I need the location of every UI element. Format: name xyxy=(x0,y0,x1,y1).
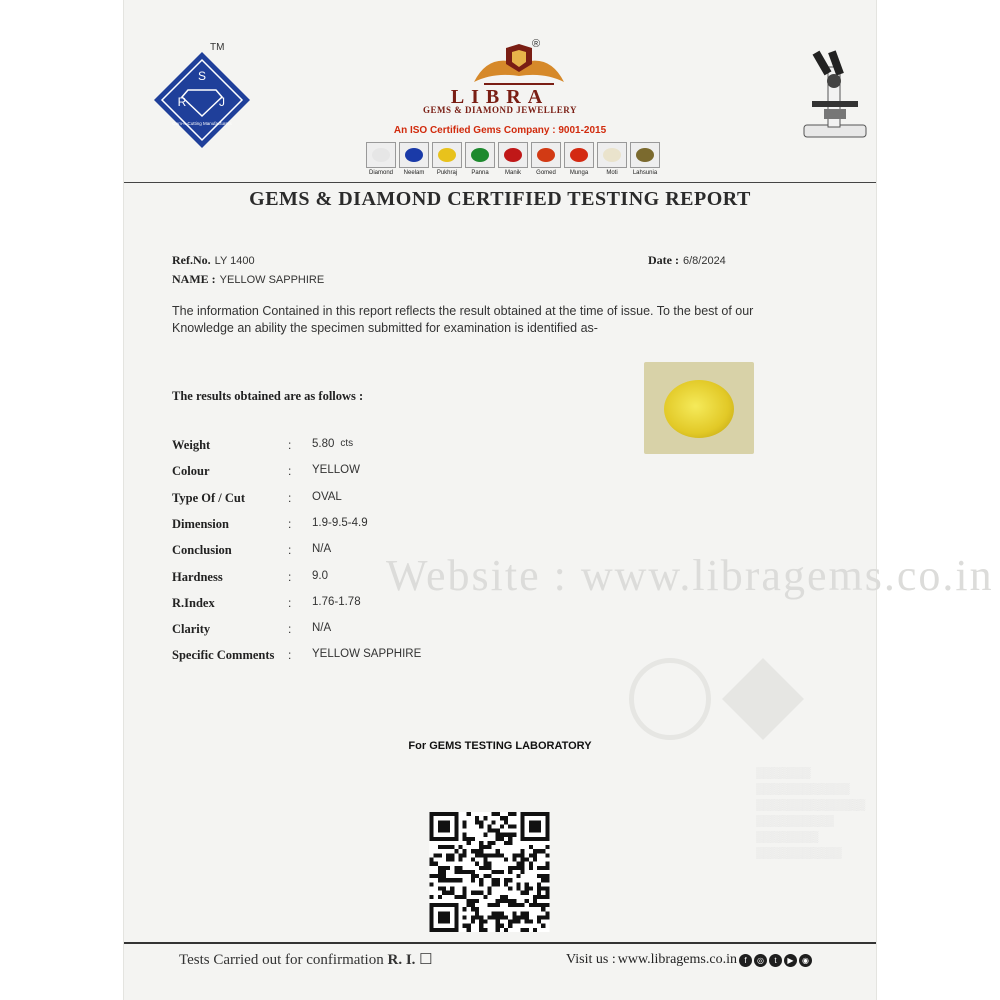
yellow-sapphire-gem xyxy=(664,380,734,438)
gem-stone-icon xyxy=(570,148,588,162)
result-label: Conclusion xyxy=(172,543,232,558)
results-heading: The results obtained are as follows : xyxy=(172,389,364,403)
result-colon: : xyxy=(288,622,292,637)
ref-label: Ref.No. xyxy=(172,253,211,267)
srj-logo-caption: Gem-n-Cutting Manufacturers xyxy=(172,121,232,126)
watermark-diamond xyxy=(722,658,804,740)
iso-certification: An ISO Certified Gems Company : 9001-2015 xyxy=(393,125,607,136)
gem-label: Gomed xyxy=(536,170,556,176)
gem-swatch-box xyxy=(465,142,495,168)
certificate-page xyxy=(124,0,994,1000)
result-label: Hardness xyxy=(172,569,223,584)
result-row xyxy=(172,596,361,616)
gem-swatch-box xyxy=(597,142,627,168)
result-row xyxy=(172,491,342,511)
ref-value: LY 1400 xyxy=(214,255,255,267)
result-value: 1.76-1.78 xyxy=(312,595,361,608)
watermark-ring xyxy=(629,658,711,740)
result-value: N/A xyxy=(312,622,332,635)
srj-letter-s: S xyxy=(197,69,207,83)
gem-swatch-box xyxy=(531,142,561,168)
result-row xyxy=(172,622,331,642)
gem-swatch-panna xyxy=(465,142,495,176)
gem-label: Lahsunia xyxy=(632,170,658,176)
trademark-mark: TM xyxy=(210,42,225,53)
gem-swatch-box xyxy=(399,142,429,168)
facebook-icon[interactable]: f xyxy=(739,954,752,967)
youtube-icon[interactable]: ▶ xyxy=(784,954,797,967)
result-row xyxy=(172,543,331,563)
gem-label: Neelam xyxy=(403,170,425,176)
gem-stone-icon xyxy=(537,148,555,162)
gem-stone-icon xyxy=(603,148,621,162)
result-value: YELLOW SAPPHIRE xyxy=(312,648,422,661)
result-row xyxy=(172,517,368,537)
name-label: NAME : xyxy=(172,272,216,286)
result-unit: cts xyxy=(340,438,354,449)
whatsapp-icon[interactable]: ◎ xyxy=(754,954,767,967)
result-colon: : xyxy=(288,516,292,531)
result-colon: : xyxy=(288,490,292,505)
gem-label: Munga xyxy=(569,170,589,176)
lab-signature-line: For GEMS TESTING LABORATORY xyxy=(408,740,592,752)
gem-swatch-pukhraj xyxy=(432,142,462,176)
date-label: Date : xyxy=(648,253,679,267)
result-row xyxy=(172,438,353,458)
gem-label: Diamond xyxy=(368,170,393,176)
watermark-address-block: ▒▒▒▒▒▒▒ ▒▒▒▒▒▒▒▒▒▒▒▒ ▒▒▒▒▒▒▒▒▒▒▒▒▒▒ ▒▒▒▒▒▒▒▒▒▒ ▒▒▒▒▒▒▒▒ ▒▒▒▒▒▒▒▒▒▒▒ xyxy=(756,767,866,859)
gem-swatch-box xyxy=(432,142,462,168)
result-label: R.Index xyxy=(172,595,215,610)
report-title: GEMS & DIAMOND CERTIFIED TESTING REPORT xyxy=(249,188,751,210)
result-colon: : xyxy=(288,648,292,663)
ri-checkbox[interactable]: ☐ xyxy=(419,952,433,968)
result-colon: : xyxy=(288,464,292,479)
result-colon: : xyxy=(288,595,292,610)
gem-swatch-box xyxy=(498,142,528,168)
result-label: Colour xyxy=(172,464,210,479)
gem-label: Moti xyxy=(606,170,618,176)
gem-stone-icon xyxy=(438,148,456,162)
name-value: YELLOW SAPPHIRE xyxy=(219,274,325,286)
result-value: 9.0 xyxy=(312,569,328,582)
gem-swatch-box xyxy=(564,142,594,168)
gem-swatch-moti xyxy=(597,142,627,176)
result-value: OVAL xyxy=(312,490,342,503)
brand-subtitle: GEMS & DIAMOND JEWELLERY xyxy=(423,105,577,115)
visit-label: Visit us : xyxy=(566,952,616,967)
gem-strip xyxy=(366,142,660,176)
gem-stone-icon xyxy=(372,148,390,162)
result-value: N/A xyxy=(312,543,332,556)
ri-label: R. I. xyxy=(387,952,416,968)
instagram-icon[interactable]: ◉ xyxy=(799,954,812,967)
result-row xyxy=(172,648,421,668)
footer-rule xyxy=(124,942,876,944)
registered-mark: ® xyxy=(532,38,541,50)
twitter-icon[interactable]: t xyxy=(769,954,782,967)
result-row xyxy=(172,464,360,484)
report-date xyxy=(648,251,726,269)
brand-name: LIBRA xyxy=(450,86,550,108)
gem-swatch-munga xyxy=(564,142,594,176)
gem-swatch-manik xyxy=(498,142,528,176)
header-rule xyxy=(124,182,876,183)
gem-stone-icon xyxy=(504,148,522,162)
result-value: YELLOW xyxy=(312,464,360,477)
tests-text: Tests Carried out for confirmation xyxy=(179,952,384,968)
gem-stone-icon xyxy=(471,148,489,162)
intro-paragraph: The information Contained in this report reflects the result obtained at the time of issue. To the best of our Knowledge an ability the specimen submitted for examination is identified as- xyxy=(172,304,754,335)
gem-swatch-box xyxy=(630,142,660,168)
ref-number xyxy=(172,251,255,269)
result-label: Clarity xyxy=(172,622,211,637)
result-value: 1.9-9.5-4.9 xyxy=(312,516,368,529)
libra-crest-icon xyxy=(454,42,584,90)
qr-code-icon[interactable] xyxy=(418,812,561,932)
gem-swatch-lahsunia xyxy=(630,142,660,176)
srj-letter-r: R xyxy=(177,95,187,109)
gem-swatch-gomed xyxy=(531,142,561,176)
gem-label: Pukhraj xyxy=(436,170,458,176)
gem-stone-icon xyxy=(405,148,423,162)
website-watermark: Website : www.libragems.co.in xyxy=(386,551,994,600)
result-label: Weight xyxy=(172,438,211,452)
gem-swatch-neelam xyxy=(399,142,429,176)
visit-us xyxy=(566,952,812,968)
result-colon: : xyxy=(288,569,292,584)
gem-swatch-diamond xyxy=(366,142,396,176)
stone-name xyxy=(172,270,324,288)
result-value: 5.80 xyxy=(312,438,335,450)
result-label: Type Of / Cut xyxy=(172,490,246,505)
result-row xyxy=(172,570,328,590)
result-label: Dimension xyxy=(172,516,229,531)
website-link[interactable]: www.libragems.co.in xyxy=(617,952,737,967)
gem-label: Panna xyxy=(471,170,489,176)
gem-swatch-box xyxy=(366,142,396,168)
gem-label: Manik xyxy=(504,170,521,176)
date-value: 6/8/2024 xyxy=(682,255,726,267)
gem-stone-icon xyxy=(636,148,654,162)
result-colon: : xyxy=(288,543,292,558)
srj-letter-j: J xyxy=(219,95,225,109)
tests-note xyxy=(179,950,433,969)
result-colon: : xyxy=(288,438,292,452)
microscope-icon xyxy=(794,45,874,145)
result-label: Specific Comments xyxy=(172,648,275,663)
stone-photo xyxy=(644,362,754,454)
